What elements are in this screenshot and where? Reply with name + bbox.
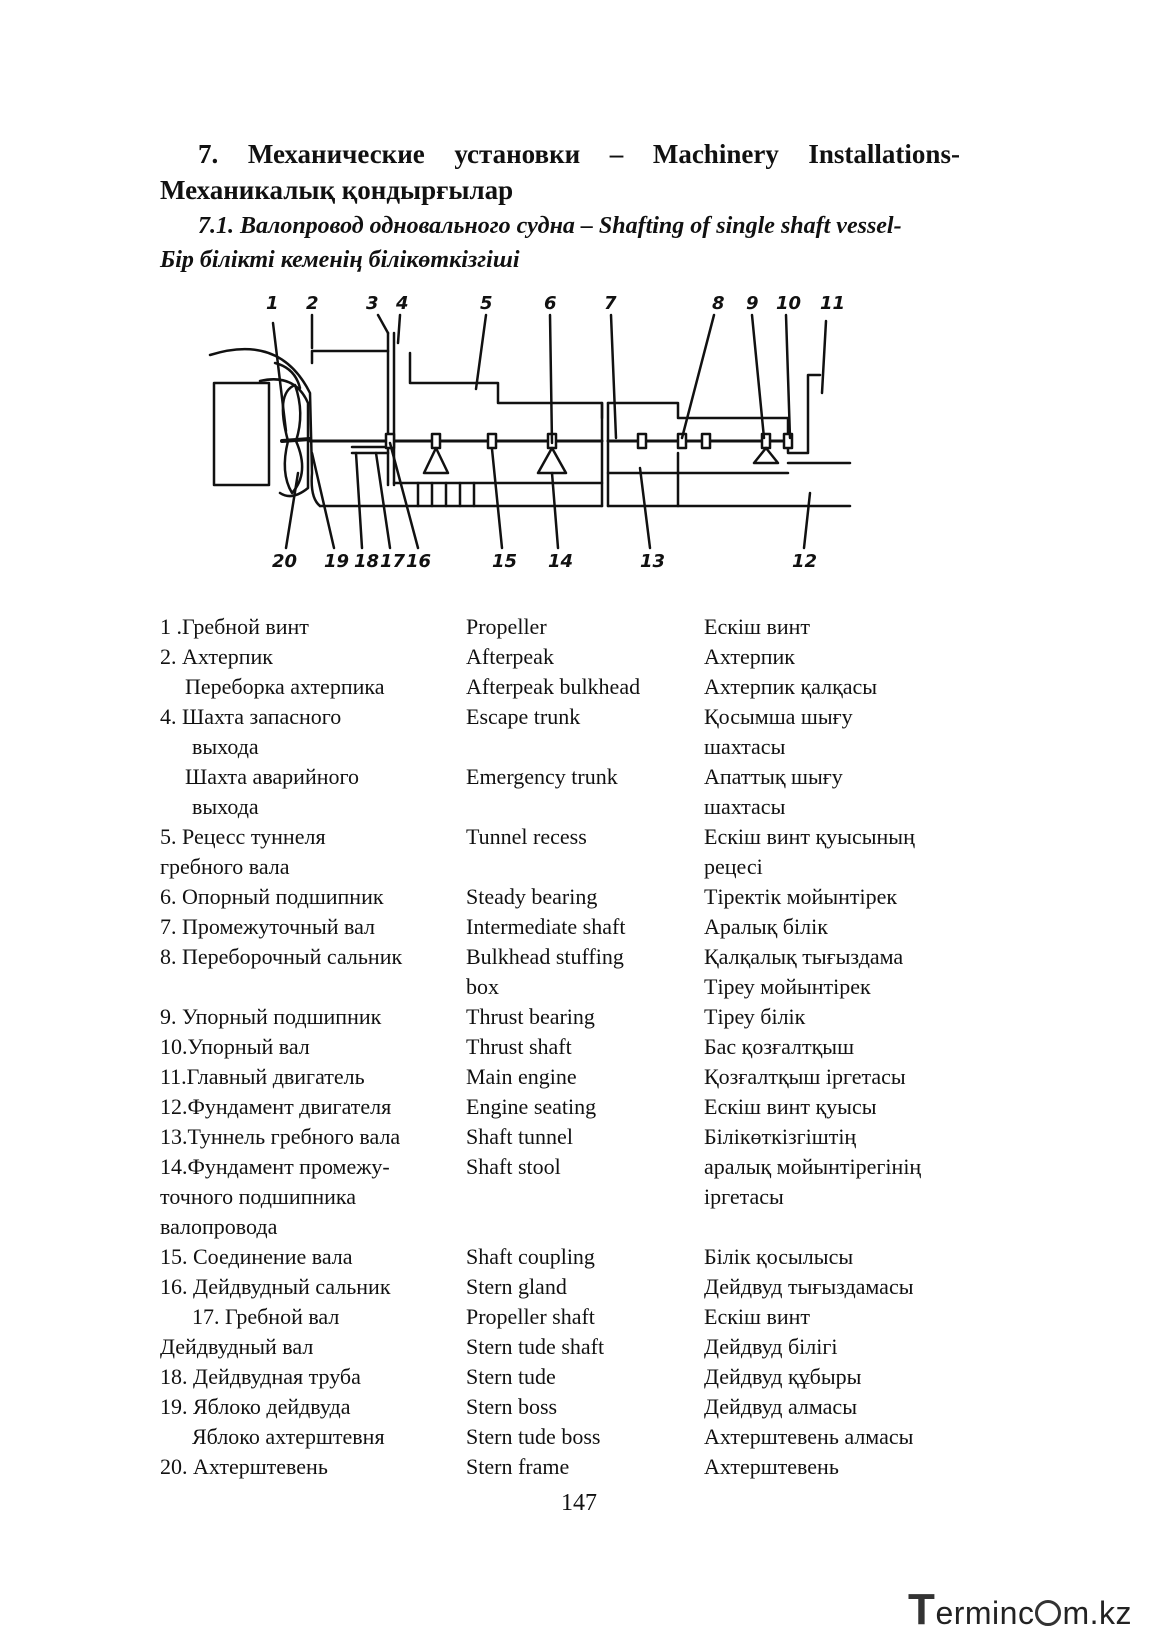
- term-ru-line: 5. Рецесс туннеля: [160, 824, 326, 849]
- logo-text-part2: m.kz: [1062, 1595, 1132, 1631]
- term-kk: [704, 702, 960, 762]
- term-ru: [160, 822, 466, 882]
- term-row: [160, 942, 960, 1002]
- term-en: [466, 1362, 704, 1392]
- label-13: 13: [640, 551, 666, 572]
- term-ru-line: 20. Ахтерштевень: [160, 1454, 328, 1479]
- term-kk: [704, 1032, 960, 1062]
- term-row: [160, 1032, 960, 1062]
- term-kk-line: Ескіш винт: [704, 614, 810, 639]
- label-9: 9: [746, 293, 759, 314]
- term-kk-line: Қозғалтқыш іргетасы: [704, 1064, 906, 1089]
- heading-number: 7.: [198, 139, 219, 169]
- term-en-line: Propeller: [466, 614, 547, 639]
- term-kk-line: Дейдвуд білігі: [704, 1334, 838, 1359]
- term-kk: [704, 1152, 960, 1242]
- term-kk-line: Дейдвуд алмасы: [704, 1394, 857, 1419]
- term-kk-line: Қосымша шығу: [704, 704, 853, 729]
- term-ru-line: 12.Фундамент двигателя: [160, 1094, 392, 1119]
- term-kk: [704, 1332, 960, 1362]
- term-kk-line: Ахтерпик: [704, 644, 795, 669]
- term-kk-line: Аралық білік: [704, 914, 828, 939]
- term-kk: [704, 762, 960, 822]
- term-row: [160, 702, 960, 762]
- term-en: [466, 1092, 704, 1122]
- term-en: [466, 1122, 704, 1152]
- logo-letter: T: [908, 1585, 936, 1634]
- term-kk-line: Ахтерпик қалқасы: [704, 674, 878, 699]
- section-heading-line2: Механикалық қондырғылар: [160, 175, 514, 205]
- term-en: [466, 642, 704, 672]
- term-ru: [160, 1302, 466, 1332]
- term-ru: [160, 702, 466, 762]
- term-kk-line: шахтасы: [704, 734, 786, 759]
- term-kk-line: рецесі: [704, 854, 763, 879]
- term-en: [466, 822, 704, 882]
- term-ru: [160, 882, 466, 912]
- magnifier-icon: [1035, 1600, 1061, 1626]
- term-en-line: Stern gland: [466, 1274, 567, 1299]
- term-kk-line: Білік қосылысы: [704, 1244, 854, 1269]
- term-row: [160, 912, 960, 942]
- term-ru-line: Яблоко ахтерштевня: [192, 1424, 385, 1449]
- term-ru-line: 6. Опорный подшипник: [160, 884, 384, 909]
- label-7: 7: [604, 293, 617, 314]
- term-row: [160, 1272, 960, 1302]
- term-en-line: box: [466, 974, 499, 999]
- label-6: 6: [544, 293, 557, 314]
- term-row: [160, 1062, 960, 1092]
- term-kk: [704, 1242, 960, 1272]
- term-kk: [704, 1062, 960, 1092]
- term-en-line: Tunnel recess: [466, 824, 587, 849]
- term-kk: [704, 672, 960, 702]
- term-kk-line: Білікөткізгіштің: [704, 1124, 857, 1149]
- term-kk-line: Тіректік мойынтірек: [704, 884, 898, 909]
- term-kk: [704, 882, 960, 912]
- term-ru: [160, 1092, 466, 1122]
- term-ru: [160, 1452, 466, 1482]
- section-heading: [160, 136, 960, 208]
- label-8: 8: [712, 293, 725, 314]
- term-kk: [704, 1422, 960, 1452]
- term-en: [466, 762, 704, 822]
- term-row: [160, 642, 960, 672]
- heading-word: установки: [454, 139, 581, 169]
- heading-word: Machinery: [652, 139, 779, 169]
- term-kk-line: Дейдвуд құбыры: [704, 1364, 862, 1389]
- term-kk-line: Ескіш винт: [704, 1304, 810, 1329]
- term-row: [160, 1092, 960, 1122]
- term-en-line: Stern tude: [466, 1364, 556, 1389]
- label-18: 18: [354, 551, 380, 572]
- term-kk: [704, 822, 960, 882]
- term-kk: [704, 1272, 960, 1302]
- term-ru: [160, 1272, 466, 1302]
- term-ru-line: выхода: [192, 734, 259, 759]
- term-kk-line: аралық мойынтірегінің: [704, 1154, 922, 1179]
- term-kk-line: іргетасы: [704, 1184, 784, 1209]
- label-15: 15: [492, 551, 518, 572]
- term-ru-line: 7. Промежуточный вал: [160, 914, 376, 939]
- label-17: 17: [380, 551, 406, 572]
- term-en-line: Emergency trunk: [466, 764, 618, 789]
- term-ru: [160, 1152, 466, 1242]
- term-kk: [704, 1362, 960, 1392]
- term-kk-line: Ескіш винт қуысы: [704, 1094, 877, 1119]
- term-row: [160, 612, 960, 642]
- term-en-line: Bulkhead stuffing: [466, 944, 624, 969]
- term-row: [160, 1242, 960, 1272]
- term-row: [160, 672, 960, 702]
- term-en: [466, 612, 704, 642]
- term-ru-line: 9. Упорный подшипник: [160, 1004, 382, 1029]
- term-ru-line: 17. Гребной вал: [192, 1304, 340, 1329]
- term-en: [466, 1392, 704, 1422]
- term-ru-line: 2. Ахтерпик: [160, 644, 273, 669]
- term-row: [160, 762, 960, 822]
- term-en-line: Stern boss: [466, 1394, 558, 1419]
- term-en-line: Shaft stool: [466, 1154, 561, 1179]
- term-ru: [160, 1242, 466, 1272]
- term-en: [466, 702, 704, 762]
- term-kk-line: Ахтерштевень алмасы: [704, 1424, 914, 1449]
- term-en-line: Propeller shaft: [466, 1304, 595, 1329]
- term-ru-line: 4. Шахта запасного: [160, 704, 342, 729]
- term-ru: [160, 912, 466, 942]
- label-11: 11: [820, 293, 846, 314]
- term-ru: [160, 642, 466, 672]
- term-en-line: Escape trunk: [466, 704, 581, 729]
- term-en-line: Engine seating: [466, 1094, 597, 1119]
- term-ru-line: 10.Упорный вал: [160, 1034, 310, 1059]
- term-row: [160, 1392, 960, 1422]
- term-en: [466, 1032, 704, 1062]
- term-kk-line: Ескіш винт қуысының: [704, 824, 915, 849]
- term-kk: [704, 912, 960, 942]
- term-en-line: Main engine: [466, 1064, 577, 1089]
- term-en: [466, 672, 704, 702]
- term-ru-line: Дейдвудный вал: [160, 1334, 314, 1359]
- term-kk-line: Апаттық шығу: [704, 764, 843, 789]
- label-5: 5: [480, 293, 493, 314]
- term-ru-line: 1 .Гребной винт: [160, 614, 309, 639]
- term-en: [466, 1062, 704, 1092]
- label-3: 3: [366, 293, 379, 314]
- term-ru-line: валопровода: [160, 1214, 278, 1239]
- label-10: 10: [776, 293, 802, 314]
- label-12: 12: [792, 551, 818, 572]
- term-en: [466, 1452, 704, 1482]
- term-ru: [160, 1062, 466, 1092]
- term-kk-line: Тіреу мойынтірек: [704, 974, 871, 999]
- term-ru: [160, 612, 466, 642]
- subsection-heading: [160, 209, 960, 277]
- stern-contour: [210, 349, 320, 506]
- term-en-line: Shaft coupling: [466, 1244, 595, 1269]
- term-row: [160, 1422, 960, 1452]
- term-ru: [160, 942, 466, 1002]
- site-logo[interactable]: [908, 1585, 1132, 1635]
- term-en-line: Steady bearing: [466, 884, 598, 909]
- term-ru: [160, 1392, 466, 1422]
- term-kk: [704, 1302, 960, 1332]
- term-ru-line: 11.Главный двигатель: [160, 1064, 365, 1089]
- term-en-line: Stern frame: [466, 1454, 570, 1479]
- label-2: 2: [306, 293, 319, 314]
- term-ru-line: 16. Дейдвудный сальник: [160, 1274, 391, 1299]
- term-ru-line: 19. Яблоко дейдвуда: [160, 1394, 351, 1419]
- term-ru: [160, 762, 466, 822]
- term-en: [466, 1272, 704, 1302]
- term-ru-line: Шахта аварийного: [185, 764, 359, 789]
- term-en: [466, 1302, 704, 1332]
- page-number: 147: [561, 1490, 597, 1516]
- term-kk: [704, 1392, 960, 1422]
- term-kk: [704, 642, 960, 672]
- term-row: [160, 1332, 960, 1362]
- term-en: [466, 1422, 704, 1452]
- term-ru-line: точного подшипника: [160, 1184, 357, 1209]
- label-16: 16: [406, 551, 432, 572]
- term-kk-line: Бас қозғалтқыш: [704, 1034, 855, 1059]
- term-en: [466, 1152, 704, 1242]
- label-14: 14: [548, 551, 574, 572]
- term-kk: [704, 1092, 960, 1122]
- label-19: 19: [324, 551, 350, 572]
- term-row: [160, 822, 960, 882]
- term-kk: [704, 942, 960, 1002]
- term-kk: [704, 1122, 960, 1152]
- rudder: [214, 383, 269, 485]
- terms-table: [160, 612, 960, 1482]
- term-en: [466, 882, 704, 912]
- term-kk-line: Ахтерштевень: [704, 1454, 839, 1479]
- subsection-heading-line2: Бір білікті кеменің білікөткізгіші: [160, 247, 520, 273]
- term-en-line: Shaft tunnel: [466, 1124, 573, 1149]
- term-en: [466, 912, 704, 942]
- term-en-line: Afterpeak: [466, 644, 554, 669]
- heading-word: Механические: [247, 139, 425, 169]
- term-kk: [704, 1002, 960, 1032]
- term-kk-line: Қалқалық тығыздама: [704, 944, 904, 969]
- shafting-diagram: [200, 293, 890, 593]
- term-kk-line: Тіреу білік: [704, 1004, 806, 1029]
- term-kk-line: шахтасы: [704, 794, 786, 819]
- term-ru-line: гребного вала: [160, 854, 290, 879]
- term-row: [160, 882, 960, 912]
- label-1: 1: [266, 293, 279, 314]
- term-row: [160, 1302, 960, 1332]
- term-en: [466, 1002, 704, 1032]
- logo-text-part1: erminc: [935, 1595, 1035, 1631]
- term-ru: [160, 1032, 466, 1062]
- term-en: [466, 1332, 704, 1362]
- term-en: [466, 942, 704, 1002]
- term-ru-line: 14.Фундамент промежу-: [160, 1154, 390, 1179]
- term-en: [466, 1242, 704, 1272]
- label-4: 4: [396, 293, 409, 314]
- term-ru-line: 13.Туннель гребного вала: [160, 1124, 401, 1149]
- term-en-line: Intermediate shaft: [466, 914, 626, 939]
- section-heading-line1: [160, 136, 960, 172]
- term-row: [160, 1002, 960, 1032]
- term-row: [160, 1152, 960, 1242]
- term-ru-line: выхода: [192, 794, 259, 819]
- term-kk: [704, 1452, 960, 1482]
- term-ru: [160, 1332, 466, 1362]
- term-ru: [160, 1122, 466, 1152]
- tunnel-recess: [410, 353, 602, 418]
- term-row: [160, 1362, 960, 1392]
- term-ru-line: 15. Соединение вала: [160, 1244, 353, 1269]
- term-en-line: Thrust bearing: [466, 1004, 595, 1029]
- term-en-line: Afterpeak bulkhead: [466, 674, 641, 699]
- term-ru-line: 18. Дейдвудная труба: [160, 1364, 361, 1389]
- heading-dash: –: [609, 139, 624, 169]
- term-ru: [160, 1362, 466, 1392]
- term-ru-line: Переборка ахтерпика: [185, 674, 385, 699]
- term-ru-line: 8. Переборочный сальник: [160, 944, 403, 969]
- term-kk: [704, 612, 960, 642]
- term-row: [160, 1452, 960, 1482]
- heading-word: Installations-: [808, 139, 960, 169]
- term-ru: [160, 1002, 466, 1032]
- term-ru: [160, 672, 466, 702]
- term-ru: [160, 1422, 466, 1452]
- term-row: [160, 1122, 960, 1152]
- label-20: 20: [272, 551, 298, 572]
- subsection-heading-line1: 7.1. Валопровод одновального судна – Shafting of single shaft vessel-: [198, 213, 902, 239]
- term-en-line: Thrust shaft: [466, 1034, 572, 1059]
- term-en-line: Stern tude boss: [466, 1424, 601, 1449]
- term-kk-line: Дейдвуд тығыздамасы: [704, 1274, 914, 1299]
- term-en-line: Stern tude shaft: [466, 1334, 605, 1359]
